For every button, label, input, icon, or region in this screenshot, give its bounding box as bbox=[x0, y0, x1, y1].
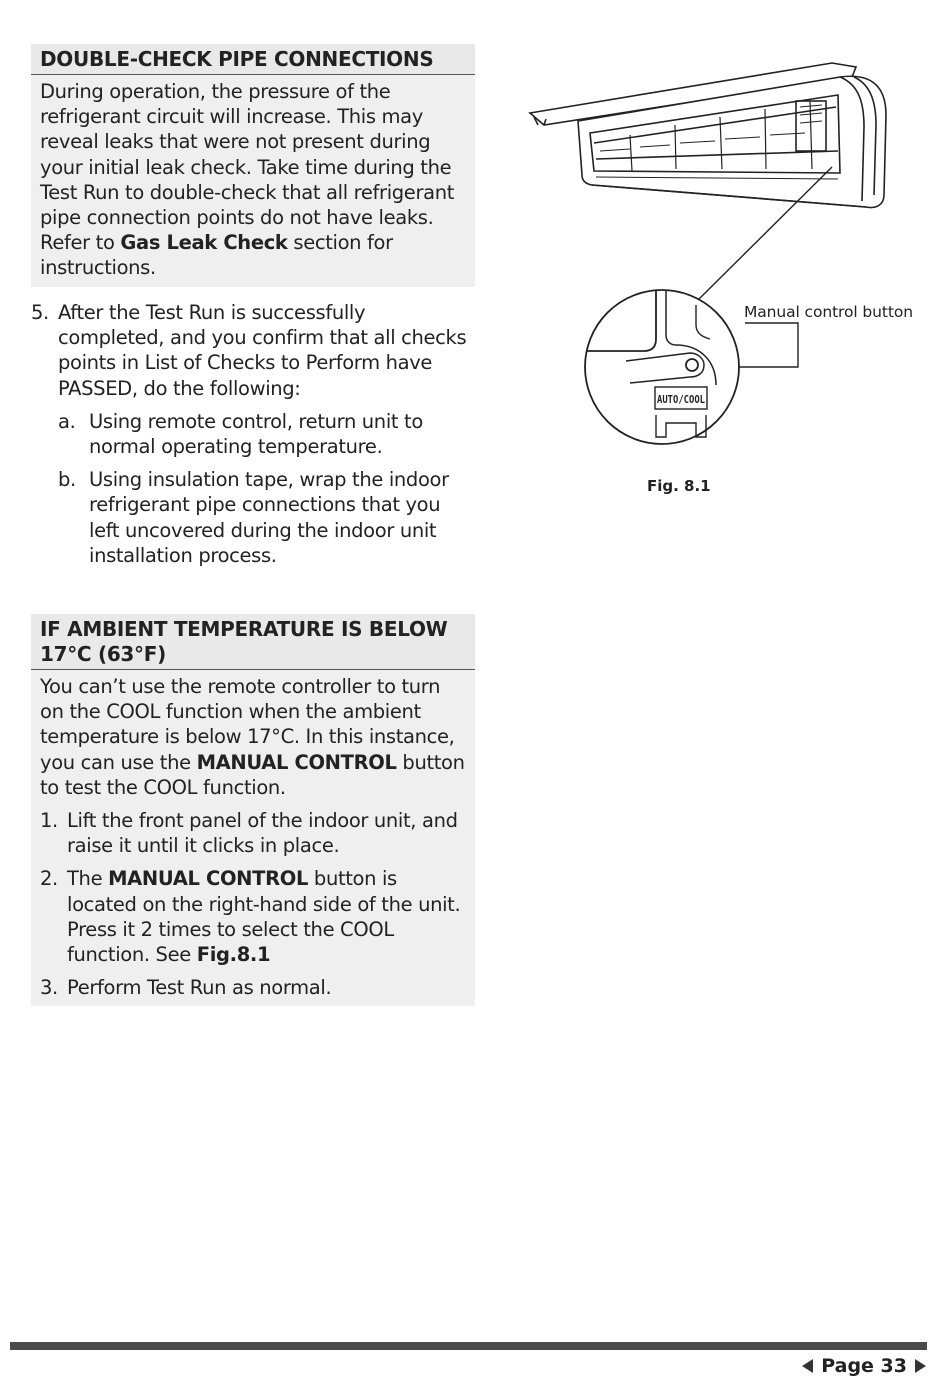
substep-a bbox=[58, 409, 471, 459]
fig-ref: Fig.8.1 bbox=[196, 943, 271, 967]
ambient-step-2-bold: MANUAL CONTROL bbox=[108, 867, 309, 891]
ambient-step-3 bbox=[40, 975, 467, 1000]
next-page-icon[interactable] bbox=[915, 1359, 926, 1373]
ambient-steps bbox=[40, 808, 467, 1000]
ambient-step-1 bbox=[40, 808, 467, 858]
ambient-step-1-number: 1. bbox=[40, 809, 58, 833]
double-check-box bbox=[31, 44, 475, 287]
double-check-paragraph bbox=[40, 79, 467, 281]
ambient-step-2-after: button is located on the right-hand side of the unit. Press it 2 times to select the COOL function. See bbox=[67, 867, 461, 967]
ambient-step-1-text: Lift the front panel of the indoor unit, and raise it until it clicks in place. bbox=[67, 809, 458, 858]
ambient-step-2 bbox=[40, 866, 467, 967]
callout-bracket bbox=[738, 323, 798, 367]
ambient-temp-body bbox=[31, 670, 475, 1006]
double-check-text: During operation, the pressure of the refrigerant circuit will increase. This may reveal leaks that were not present during your initial leak check. Take time during the Test Run to double-check that all refrigerant pipe connection points do not have leaks. Refer to bbox=[40, 80, 455, 255]
ambient-temp-box bbox=[31, 614, 475, 1006]
ambient-step-3-text: Perform Test Run as normal. bbox=[67, 976, 332, 1000]
previous-page-icon[interactable] bbox=[802, 1359, 813, 1373]
substep-a-text: Using remote control, return unit to normal operating temperature. bbox=[89, 409, 423, 459]
step-5-text: After the Test Run is successfully completed, and you confirm that all checks points in List of Checks to Perform have PASSED, do the following: bbox=[58, 301, 467, 400]
double-check-heading: DOUBLE-CHECK PIPE CONNECTIONS bbox=[31, 44, 475, 75]
substep-b-label: b. bbox=[58, 468, 76, 492]
gas-leak-check-ref: Gas Leak Check bbox=[120, 231, 288, 255]
step-5 bbox=[31, 300, 471, 576]
page-number: Page 33 bbox=[821, 1355, 907, 1377]
ambient-step-2-before: The bbox=[67, 867, 109, 891]
substep-b bbox=[58, 467, 471, 568]
double-check-text-end: section for instructions. bbox=[40, 231, 393, 280]
indoor-unit-figure bbox=[520, 55, 920, 455]
magnifier-detail bbox=[585, 290, 739, 444]
step-5-number: 5. bbox=[31, 301, 49, 324]
manual-control-ref: MANUAL CONTROL bbox=[196, 750, 397, 774]
double-check-body bbox=[31, 75, 475, 287]
manual-control-callout: Manual control button bbox=[744, 303, 913, 321]
footer-bar bbox=[10, 1342, 927, 1350]
page-navigation bbox=[802, 1355, 926, 1377]
ambient-step-2-number: 2. bbox=[40, 867, 58, 891]
ambient-step-3-number: 3. bbox=[40, 976, 58, 1000]
ambient-temp-heading: IF AMBIENT TEMPERATURE IS BELOW 17°C (63°F) bbox=[31, 614, 475, 670]
substep-b-text: Using insulation tape, wrap the indoor refrigerant pipe connections that you left uncovered during the indoor unit installation process. bbox=[89, 468, 449, 567]
figure-caption: Fig. 8.1 bbox=[647, 477, 711, 495]
ambient-intro-end: button to test the COOL function. bbox=[40, 750, 465, 799]
substep-a-label: a. bbox=[58, 409, 76, 433]
ambient-temp-intro bbox=[40, 674, 467, 800]
auto-cool-label: AUTO/COOL bbox=[657, 393, 706, 406]
step-5-substeps bbox=[31, 409, 471, 568]
ambient-intro-text: You can’t use the remote controller to turn on the COOL function when the ambient temperature is below 17°C. In this instance, you can use the bbox=[40, 675, 455, 774]
